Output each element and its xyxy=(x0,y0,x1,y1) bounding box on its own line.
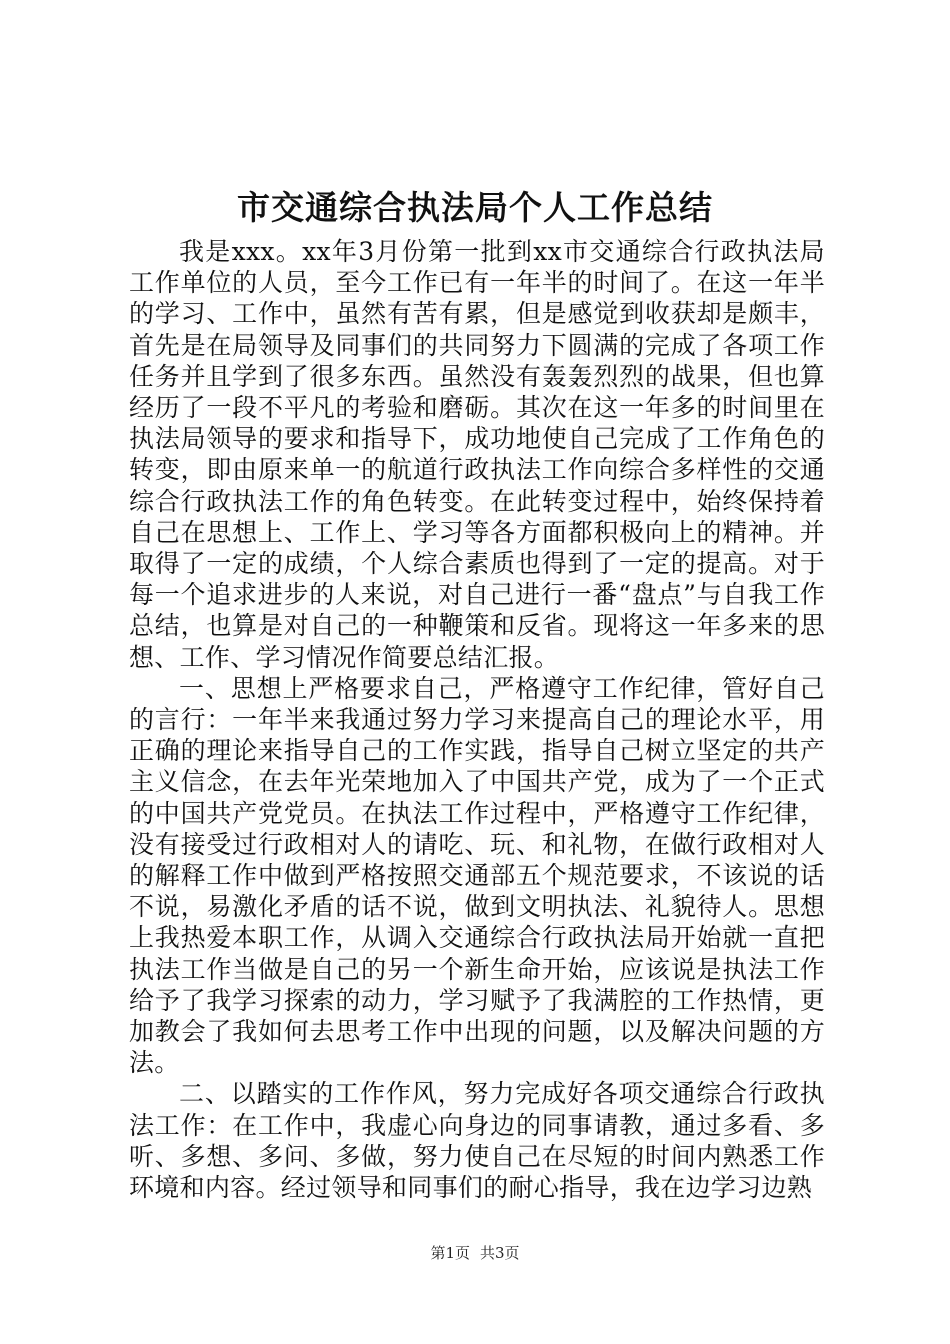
document-title: 市交通综合执法局个人工作总结 xyxy=(237,188,713,227)
paragraph-intro: 我是xxx。xx年3月份第一批到xx市交通综合行政执法局工作单位的人员，至今工作已有一年半的时间了。在这一年半的学习、工作中，虽然有苦有累，但是感觉到收获却是颇丰，首先是在局领导及同事们的共同努力下圆满的完成了各项工作任务并且学到了很多东西。虽然没有轰轰烈烈的战果，但也算经历了一段不平凡的考验和磨砺。其次在这一年多的时间里在执法局领导的要求和指导下，成功地使自己完成了工作角色的转变，即由原来单一的航道行政执法工作向综合多样性的交通综合行政执法工作的角色转变。在此转变过程中，始终保持着自己在思想上、工作上、学习等各方面都积极向上的精神。并取得了一定的成绩，个人综合素质也得到了一定的提高。对于每一个追求进步的人来说，对自己进行一番“盘点”与自我工作总结，也算是对自己的一种鞭策和反省。现将这一年多来的思想、工作、学习情况作简要总结汇报。 xyxy=(129,237,825,672)
paragraph-section-1: 一、思想上严格要求自己，严格遵守工作纪律，管好自己的言行：一年半来我通过努力学习来提高自己的理论水平，用正确的理论来指导自己的工作实践，指导自己树立坚定的共产主义信念，在去年光荣地加入了中国共产党，成为了一个正式的中国共产党党员。在执法工作过程中，严格遵守工作纪律，没有接受过行政相对人的请吃、玩、和礼物，在做行政相对人的解释工作中做到严格按照交通部五个规范要求，不该说的话不说，易激化矛盾的话不说，做到文明执法、礼貌待人。思想上我热爱本职工作，从调入交通综合行政执法局开始就一直把执法工作当做是自己的另一个新生命开始，应该说是执法工作给予了我学习探索的动力，学习赋予了我满腔的工作热情，更加教会了我如何去思考工作中出现的问题，以及解决问题的方法。 xyxy=(129,673,825,1078)
page-total: 共3页 xyxy=(480,1244,520,1262)
document-body xyxy=(129,236,825,1203)
paragraph-section-2: 二、以踏实的工作作风，努力完成好各项交通综合行政执法工作：在工作中，我虚心向身边的同事请教，通过多看、多听、多想、多问、多做，努力使自己在尽短的时间内熟悉工作环境和内容。经过领导和同事们的耐心指导，我在边学习边熟 xyxy=(129,1079,825,1203)
page-footer xyxy=(0,1243,950,1263)
page-number: 第1页 xyxy=(430,1244,470,1262)
